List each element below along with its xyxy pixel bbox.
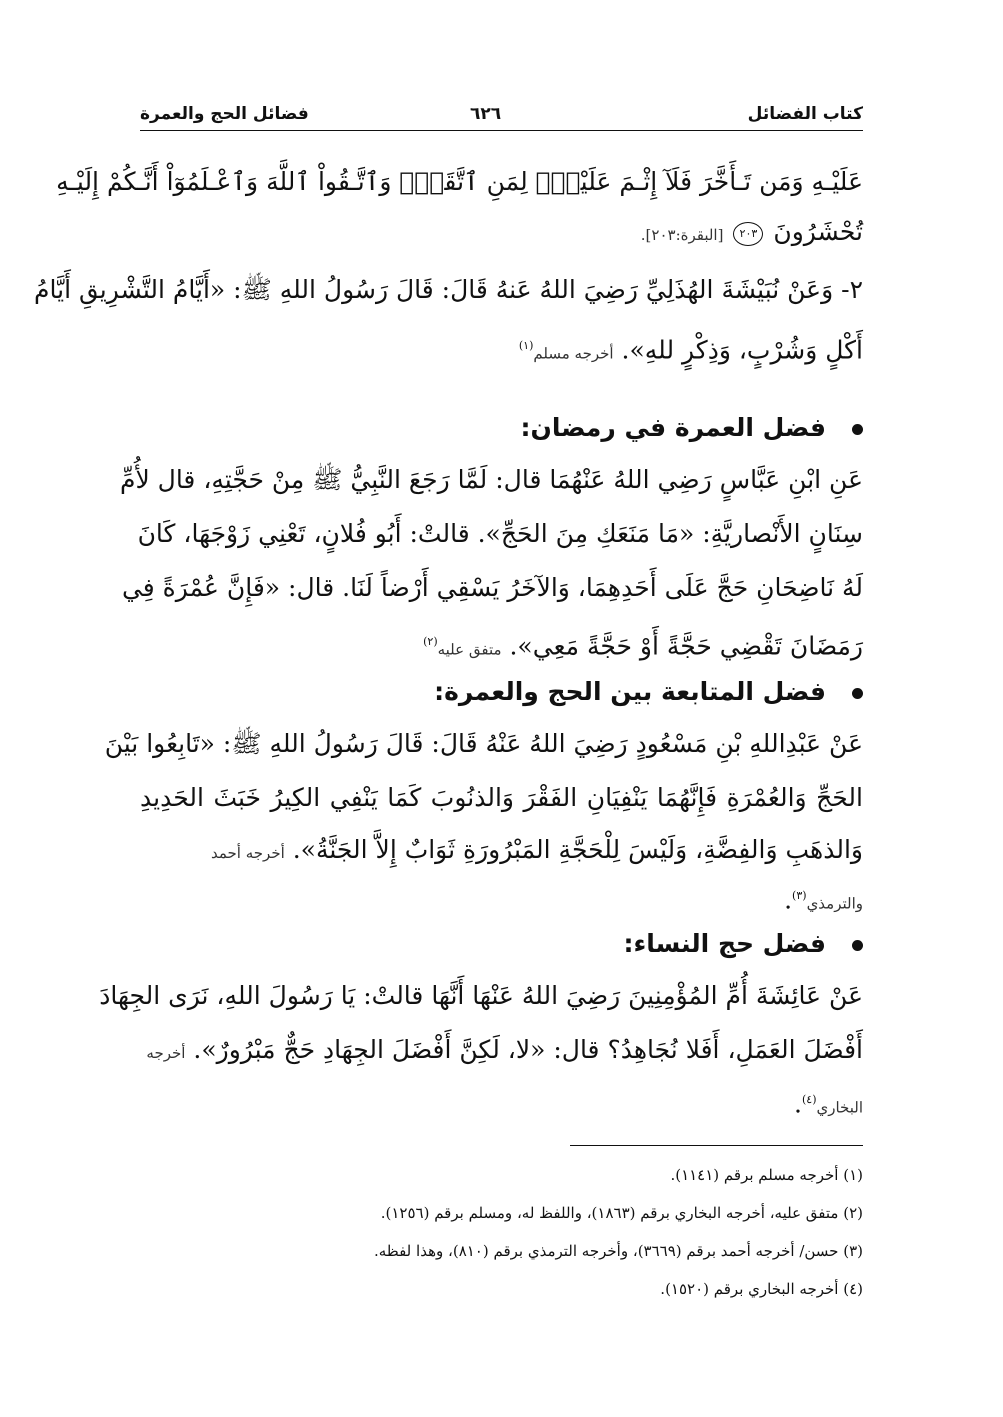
hadith-2-text: أَكْلٍ وَشُرْبٍ، وَذِكْرٍ للهِ». (621, 335, 863, 365)
section-2-line-2: الحَجِّ وَالعُمْرَةِ فَإِنَّهُمَا يَنْفِيَانِ الفَقْرَ وَالذنُوبَ كَمَا يَنْفِي الكِيرُ خَبَثَ الحَدِيدِ (140, 783, 863, 812)
section-3-source-b: البخاري (816, 1098, 863, 1117)
hadith-2-line-1: ٢- وَعَنْ نُبَيْشَةَ الهُذَلِيِّ رَضِيَ اللهُ عَنهُ قَالَ: قَالَ رَسُولُ اللهِ ﷺ: «أَيَّامُ التَّشْرِيقِ أَيَّامُ (34, 275, 863, 304)
hadith-2-source: أخرجه مسلم (533, 344, 614, 363)
section-3-line-3: البخاري$^{(٤)}$. (794, 1089, 863, 1119)
header-divider (140, 130, 863, 131)
verse-reference: [البقرة:٢٠٣]. (640, 226, 724, 244)
bullet-icon (852, 688, 863, 699)
section-1-line-2: سِنَانٍ الأَنْصاريَّةِ: «مَا مَنَعَكِ مِنَ الحَجِّ». قالتْ: أَبُو فُلانٍ، تَعْنِي زَوْجَهَا، كَانَ (137, 519, 863, 548)
section-3-line-2 (140, 1030, 863, 1073)
running-header-chapter-title: فضائل الحج والعمرة (140, 104, 309, 124)
section-2-source-a: أخرجه أحمد (210, 844, 285, 862)
footnote-3: (٣) حسن/ أخرجه أحمد برقم (٣٦٦٩)، وأخرجه الترمذي برقم (٨١٠)، وهذا لفظه. (373, 1242, 863, 1260)
section-2-line-4: والترمذي$^{(٣)}$. (784, 885, 863, 915)
footnote-divider (570, 1145, 863, 1146)
footnote-2: (٢) متفق عليه، أخرجه البخاري برقم (١٨٦٣)، واللفظ له، ومسلم برقم (١٢٥٦). (380, 1204, 863, 1222)
verse-text: تُحْشَرُونَ (773, 217, 863, 246)
section-2-line-1: عَنْ عَبْدِاللهِ بْنِ مَسْعُودٍ رَضِيَ اللهُ عَنْهُ قَالَ: قَالَ رَسُولُ اللهِ ﷺ: «تَابِعُوا بَيْنَ (104, 729, 863, 758)
footnote-marker-2: (٢) (423, 635, 438, 648)
section-heading-umrah-ramadan: فضل العمرة في رمضان: (140, 408, 863, 448)
section-1-line-3: لَهُ نَاضِحَانِ حَجَّ عَلَى أَحَدِهِمَا، وَالآخَرُ يَسْقِي أَرْضاً لَنَا. قال: «فَإِنَّ عُمْرَةً فِي (121, 573, 863, 602)
footnote-marker-4: (٤) (801, 1093, 817, 1106)
footnote-marker-3: (٣) (792, 889, 807, 902)
section-2-source-b: والترمذي (806, 894, 863, 913)
section-heading-women-hajj: فضل حج النساء: (140, 924, 863, 964)
verse-line-1: عَلَيْـهِ وَمَن تَـأَخَّرَ فَلَآ إِثْـمَ عَلَيْهِۚ لِمَنِ ٱتَّقَىٰۗ وَٱتَّـقُواْ ٱللَّهَ وَٱعْـلَمُوٓاْ أَنَّـكُمْ إِلَيْـهِ (56, 167, 863, 196)
bullet-icon (852, 940, 863, 951)
footnote-marker-1: (١) (518, 339, 534, 352)
footnote-4: (٤) أخرجه البخاري برقم (١٥٢٠). (660, 1280, 863, 1298)
running-header-book-title: كتاب الفضائل (747, 104, 863, 124)
section-3-text: أَفْضَلَ العَمَلِ، أَفَلا نُجَاهِدُ؟ قال: «لا، لَكِنَّ أَفْضَلَ الجِهَادِ حَجٌّ مَبْرُورٌ». (193, 1035, 863, 1064)
section-3-line-1: عَنْ عَائِشَةَ أُمِّ المُؤْمِنِينَ رَضِيَ اللهُ عَنْهَا أَنَّهَا قالتْ: يَا رَسُولَ اللهِ، نَرَى الجِهَادَ (99, 981, 863, 1010)
section-3-source-a: أخرجه (146, 1044, 186, 1062)
section-1-line-4 (140, 622, 863, 669)
section-1-line-1: عَنِ ابْنِ عَبَّاسٍ رَضِي اللهُ عَنْهُمَا قال: لَمَّا رَجَعَ النَّبِيُّ ﷺ مِنْ حَجَّتِهِ، قال لأُمِّ (119, 465, 863, 494)
section-1-text: رَمَضَانَ تَقْضِي حَجَّةً أَوْ حَجَّةً مَعِي». (509, 631, 863, 661)
ayah-number-marker: ٢٠٣ (733, 222, 763, 246)
section-1-source: متفق عليه (437, 640, 502, 659)
footnote-1: (١) أخرجه مسلم برقم (١١٤١). (670, 1166, 863, 1184)
section-heading-hajj-umrah-sequence: فضل المتابعة بين الحج والعمرة: (140, 672, 863, 712)
section-2-text: وَالذهَبِ وَالفِضَّةِ، وَلَيْسَ لِلْحَجَّةِ المَبْرُورَةِ ثَوَابٌ إِلاَّ الجَنَّةُ». (292, 835, 863, 864)
bullet-icon (852, 424, 863, 435)
hadith-2-line-2 (140, 326, 863, 373)
section-2-line-3 (140, 830, 863, 873)
verse-line-2 (140, 212, 863, 255)
page-number: ٦٢٦ (470, 104, 502, 124)
